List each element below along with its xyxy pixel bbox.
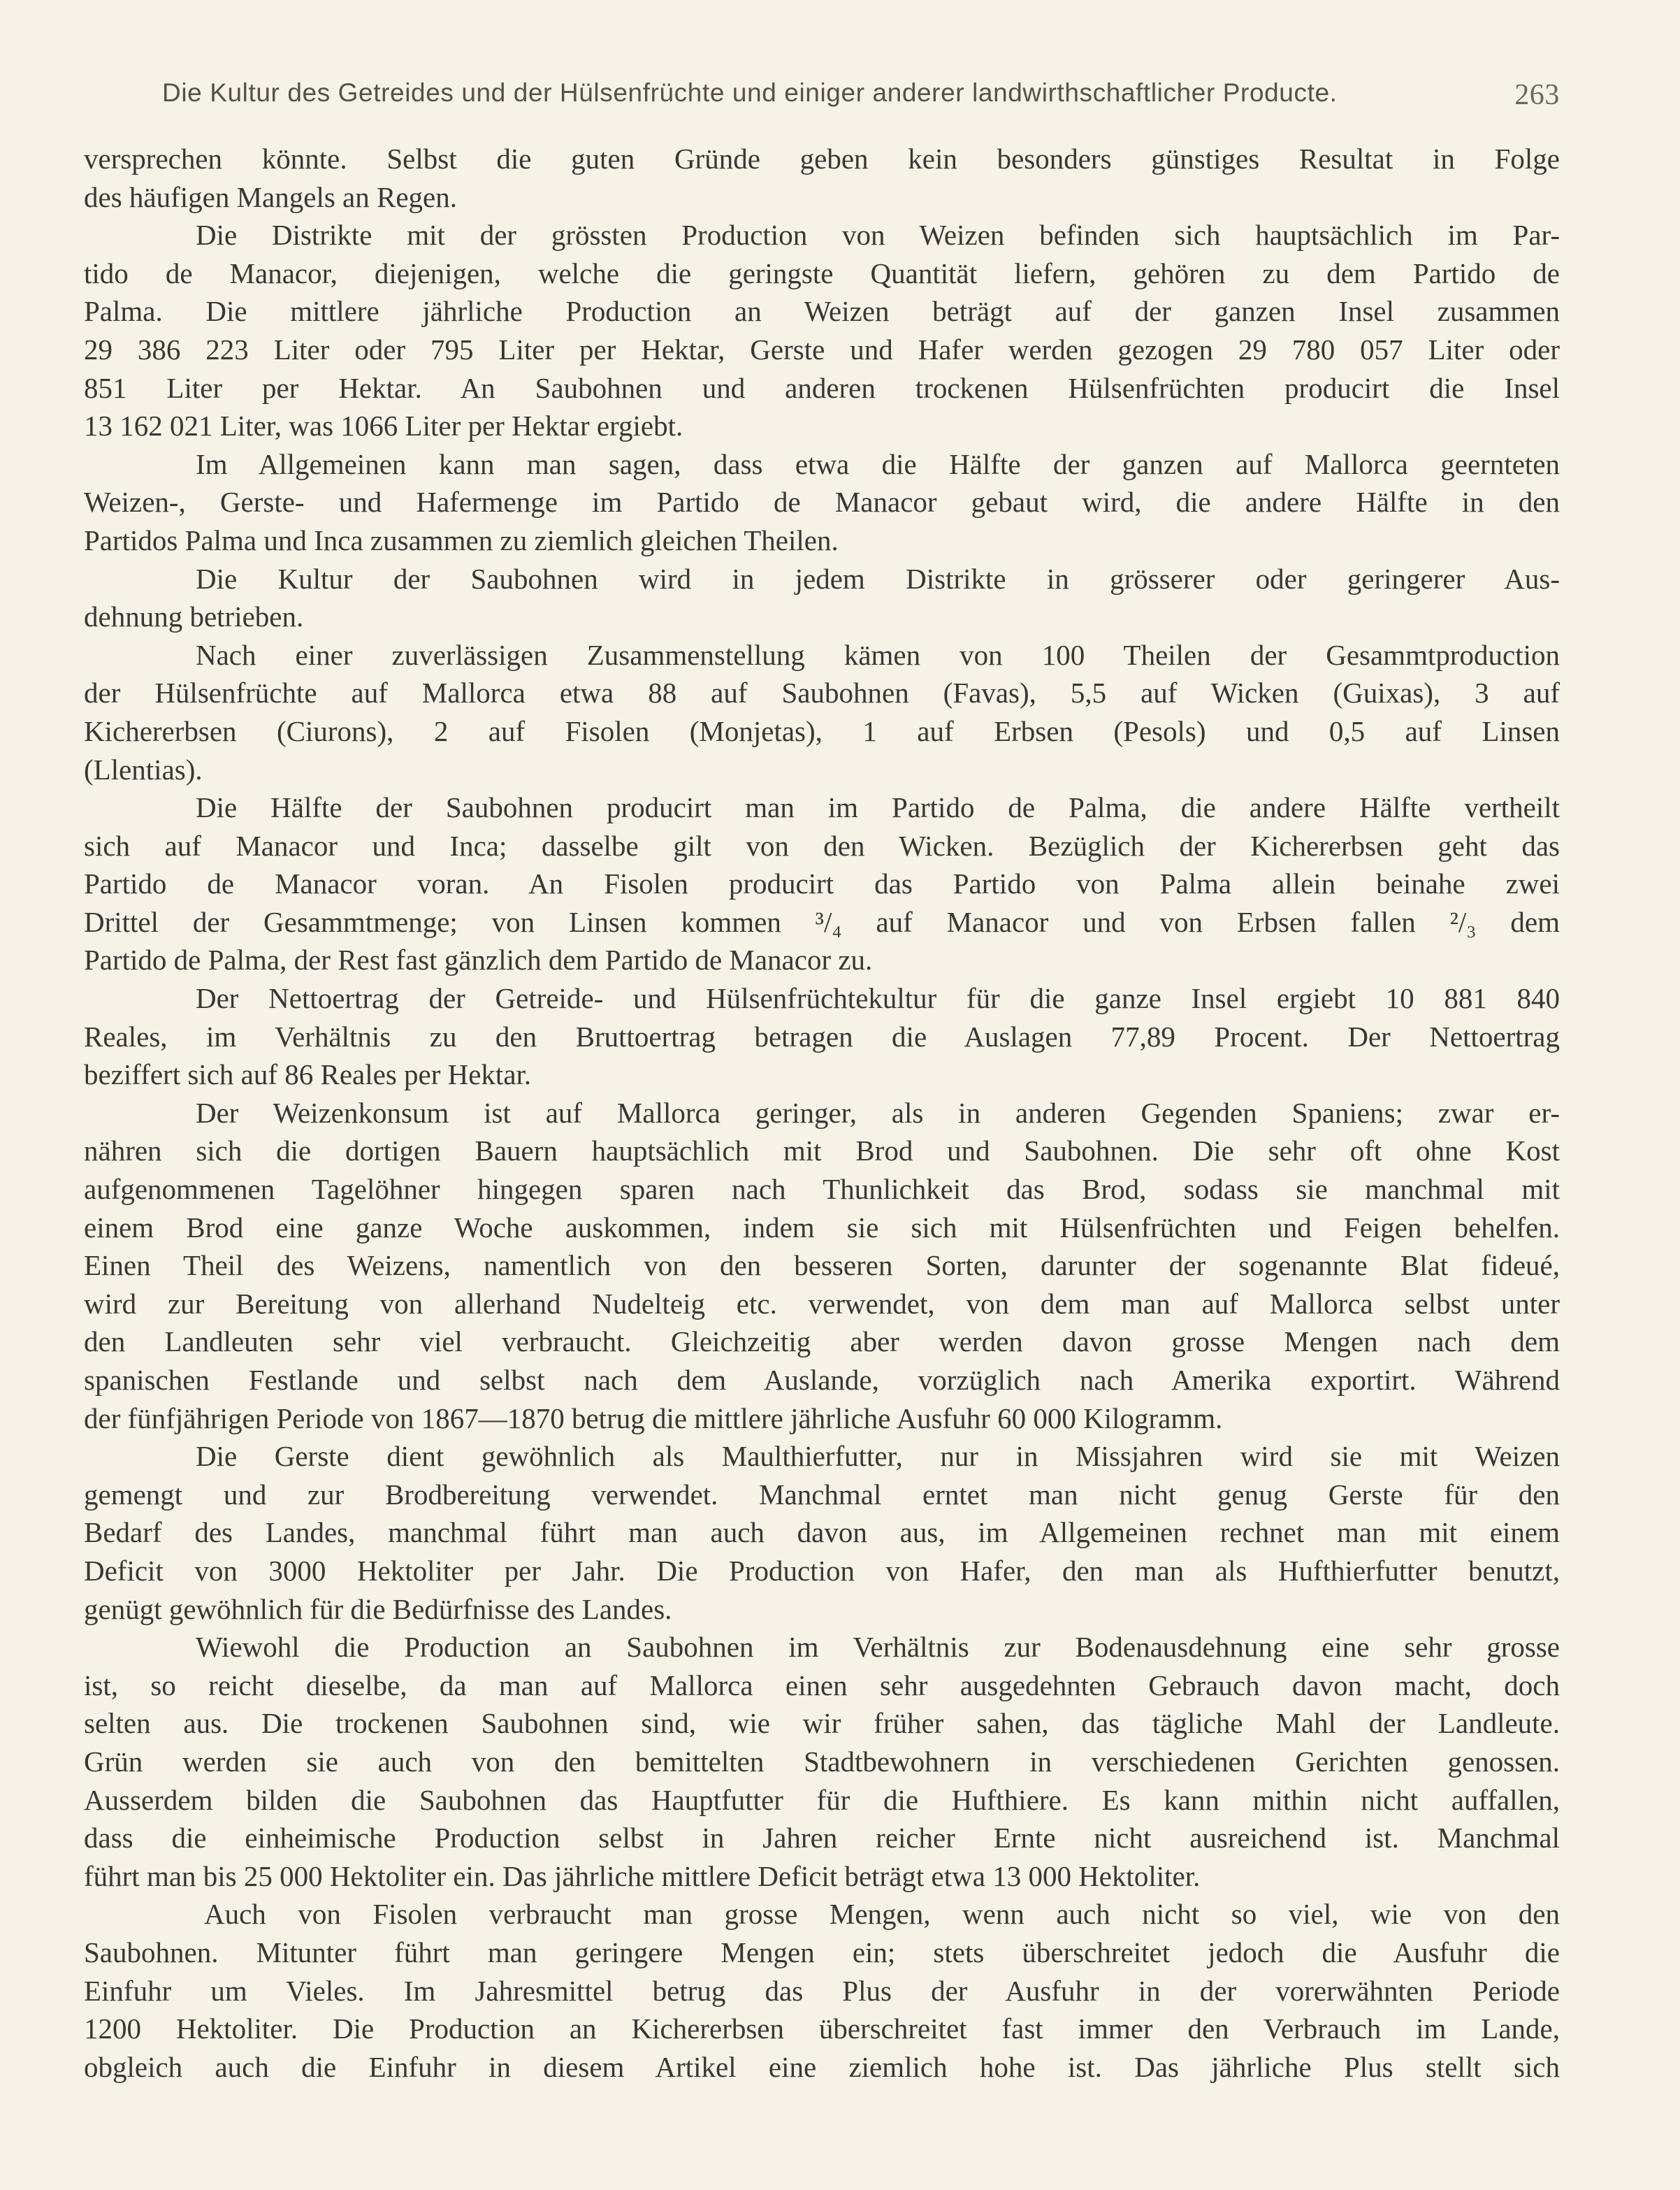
- paragraph-first-line: Die Gerste dient gewöhnlich als Maulthierfutter, nur in Missjahren wird sie mit Weizen: [196, 1440, 1560, 1473]
- text-line: 851 Liter per Hektar. An Saubohnen und anderen trockenen Hülsenfrüchten producirt die Insel: [84, 371, 1560, 404]
- text-line: aufgenommenen Tagelöhner hingegen sparen nach Thunlichkeit das Brod, sodass sie manchmal mit: [84, 1173, 1560, 1206]
- text-line: Saubohnen. Mitunter führt man geringere Mengen ein; stets überschreitet jedoch die Ausfuhr die: [84, 1936, 1560, 1968]
- paragraph-first-line: Auch von Fisolen verbraucht man grosse Mengen, wenn auch nicht so viel, wie von den: [204, 1898, 1560, 1931]
- page-number: 263: [1514, 79, 1560, 111]
- text-line: Ausserdem bilden die Saubohnen das Hauptfutter für die Hufthiere. Es kann mithin nicht auffallen,: [84, 1783, 1560, 1816]
- text-line: Partido de Palma, der Rest fast gänzlich dem Partido de Manacor zu.: [84, 944, 873, 977]
- paragraph-first-line: Die Distrikte mit der grössten Production von Weizen befinden sich hauptsächlich im Par-: [196, 219, 1560, 252]
- text-line: versprechen könnte. Selbst die guten Gründe geben kein besonders günstiges Resultat in Folge: [84, 143, 1560, 175]
- text-line: Partido de Manacor voran. An Fisolen producirt das Partido von Palma allein beinahe zwei: [84, 867, 1560, 900]
- text-line: Kichererbsen (Ciurons), 2 auf Fisolen (Monjetas), 1 auf Erbsen (Pesols) und 0,5 auf Linsen: [84, 714, 1560, 747]
- text-line: 29 386 223 Liter oder 795 Liter per Hektar, Gerste und Hafer werden gezogen 29 780 057 Liter oder: [84, 333, 1560, 366]
- text-line: tido de Manacor, diejenigen, welche die geringste Quantität liefern, gehören zu dem Partido de: [84, 257, 1560, 289]
- text-line: Partidos Palma und Inca zusammen zu ziemlich gleichen Theilen.: [84, 524, 839, 556]
- paragraph-first-line: Im Allgemeinen kann man sagen, dass etwa die Hälfte der ganzen auf Mallorca geernteten: [196, 447, 1560, 480]
- text-line: 1200 Hektoliter. Die Production an Kichererbsen überschreitet fast immer den Verbrauch im Lande,: [84, 2012, 1560, 2045]
- text-line: Deficit von 3000 Hektoliter per Jahr. Die Production von Hafer, den man als Hufthierfutter benutzt,: [84, 1554, 1560, 1587]
- paragraph-first-line: Der Weizenkonsum ist auf Mallorca geringer, als in anderen Gegenden Spaniens; zwar er-: [196, 1096, 1560, 1129]
- text-line: Bedarf des Landes, manchmal führt man auch davon aus, im Allgemeinen rechnet man mit einem: [84, 1516, 1560, 1549]
- text-line: führt man bis 25 000 Hektoliter ein. Das jährliche mittlere Deficit beträgt etwa 13 000 Hektoliter.: [84, 1859, 1201, 1892]
- text-line: einem Brod eine ganze Woche auskommen, indem sie sich mit Hülsenfrüchten und Feigen behelfen.: [84, 1211, 1560, 1244]
- text-line: Einfuhr um Vieles. Im Jahresmittel betrug das Plus der Ausfuhr in der vorerwähnten Periode: [84, 1974, 1560, 2007]
- text-line: dass die einheimische Production selbst in Jahren reicher Ernte nicht ausreichend ist. Manchmal: [84, 1822, 1560, 1854]
- text-line: obgleich auch die Einfuhr in diesem Artikel eine ziemlich hohe ist. Das jährliche Plus stellt sich: [84, 2050, 1560, 2083]
- text-line: Weizen-, Gerste- und Hafermenge im Partido de Manacor gebaut wird, die andere Hälfte in den: [84, 486, 1560, 519]
- text-line: (Llentias).: [84, 753, 203, 786]
- running-header: [162, 78, 1560, 120]
- paragraph-first-line: Wiewohl die Production an Saubohnen im Verhältnis zur Bodenausdehnung eine sehr grosse: [196, 1631, 1560, 1664]
- text-line: gemengt und zur Brodbereitung verwendet. Manchmal erntet man nicht genug Gerste für den: [84, 1478, 1560, 1511]
- text-line: ist, so reicht dieselbe, da man auf Mallorca einen sehr ausgedehnten Gebrauch davon macht, doch: [84, 1669, 1560, 1701]
- text-line: genügt gewöhnlich für die Bedürfnisse des Landes.: [84, 1592, 672, 1625]
- text-line: Reales, im Verhältnis zu den Bruttoertrag betragen die Auslagen 77,89 Procent. Der Nettoertrag: [84, 1020, 1560, 1053]
- text-line: selten aus. Die trockenen Saubohnen sind, wie wir früher sahen, das tägliche Mahl der Landleute.: [84, 1707, 1560, 1740]
- paragraph-first-line: Die Hälfte der Saubohnen producirt man im Partido de Palma, die andere Hälfte vertheilt: [196, 791, 1560, 824]
- text-line: des häufigen Mangels an Regen.: [84, 180, 457, 213]
- body-text: [84, 140, 1560, 2086]
- paragraph-first-line: Die Kultur der Saubohnen wird in jedem Distrikte in grösserer oder geringerer Aus-: [196, 562, 1560, 595]
- text-line: Palma. Die mittlere jährliche Production an Weizen beträgt auf der ganzen Insel zusammen: [84, 295, 1560, 328]
- text-line: Einen Theil des Weizens, namentlich von den besseren Sorten, darunter der sogenannte Blat fideué,: [84, 1249, 1560, 1282]
- text-line: 13 162 021 Liter, was 1066 Liter per Hektar ergiebt.: [84, 410, 683, 442]
- text-line: sich auf Manacor und Inca; dasselbe gilt von den Wicken. Bezüglich der Kichererbsen geht das: [84, 829, 1560, 862]
- text-line: den Landleuten sehr viel verbraucht. Gleichzeitig aber werden davon grosse Mengen nach dem: [84, 1325, 1560, 1358]
- text-line: der fünfjährigen Periode von 1867—1870 betrug die mittlere jährliche Ausfuhr 60 000 Kilogramm.: [84, 1402, 1223, 1434]
- text-line: spanischen Festlande und selbst nach dem Auslande, vorzüglich nach Amerika exportirt. Während: [84, 1364, 1560, 1396]
- text-line: wird zur Bereitung von allerhand Nudelteig etc. verwendet, von dem man auf Mallorca selbst unter: [84, 1287, 1560, 1320]
- text-line: beziffert sich auf 86 Reales per Hektar.: [84, 1058, 532, 1091]
- paragraph-first-line: Der Nettoertrag der Getreide- und Hülsenfrüchtekultur für die ganze Insel ergiebt 10 881 840: [196, 982, 1560, 1015]
- running-header-title: Die Kultur des Getreides und der Hülsenfrüchte und einiger anderer landwirthschaftlicher Producte.: [162, 78, 1338, 107]
- text-line: der Hülsenfrüchte auf Mallorca etwa 88 auf Saubohnen (Favas), 5,5 auf Wicken (Guixas), 3 auf: [84, 677, 1560, 709]
- text-line: nähren sich die dortigen Bauern hauptsächlich mit Brod und Saubohnen. Die sehr oft ohne Kost: [84, 1134, 1560, 1167]
- paragraph-first-line: Nach einer zuverlässigen Zusammenstellung kämen von 100 Theilen der Gesammtproduction: [196, 638, 1560, 671]
- text-line: Grün werden sie auch von den bemittelten Stadtbewohnern in verschiedenen Gerichten genossen.: [84, 1745, 1560, 1778]
- text-line: Drittel der Gesammtmenge; von Linsen kommen ³/₄ auf Manacor und von Erbsen fallen ²/₃ dem: [84, 905, 1560, 938]
- text-line: dehnung betrieben.: [84, 600, 304, 633]
